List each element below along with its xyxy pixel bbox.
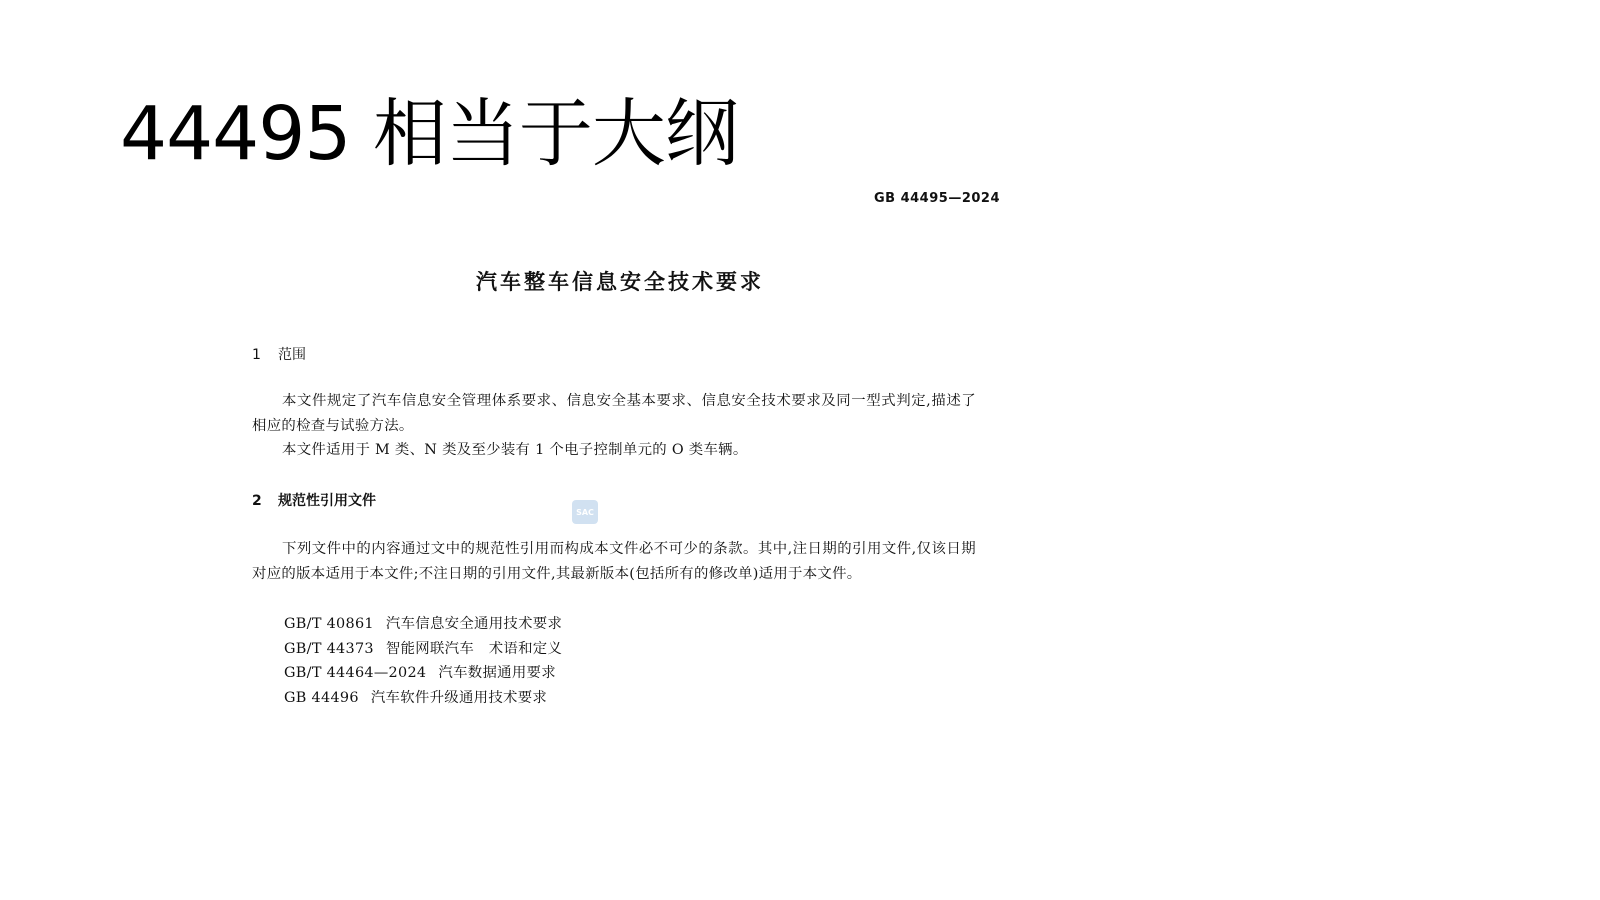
sac-watermark: SAC (572, 500, 598, 524)
reference-title: 智能网联汽车 术语和定义 (385, 640, 563, 657)
section-1-body (252, 389, 976, 463)
paragraph: 本文件规定了汽车信息安全管理体系要求、信息安全基本要求、信息安全技术要求及同一型式判定,描述了相应的检查与试验方法。 (252, 393, 976, 434)
reference-code: GB/T 40861 (284, 616, 374, 632)
section-title: 范围 (278, 347, 306, 363)
document-title: 汽车整车信息安全技术要求 (476, 270, 764, 294)
section-2-body (252, 537, 976, 586)
section-title: 规范性引用文件 (278, 493, 376, 509)
reference-code: GB/T 44464—2024 (284, 665, 427, 681)
paragraph: 本文件适用于 M 类、N 类及至少装有 1 个电子控制单元的 O 类车辆。 (282, 442, 748, 458)
reference-item (284, 686, 562, 711)
reference-code: GB/T 44373 (284, 640, 374, 657)
reference-title: 汽车数据通用要求 (438, 665, 556, 681)
reference-title: 汽车软件升级通用技术要求 (370, 689, 548, 706)
reference-list (284, 612, 562, 710)
section-2-heading (252, 490, 376, 510)
section-number: 1 (252, 347, 261, 363)
reference-code: GB 44496 (284, 689, 359, 706)
slide-title: 44495 相当于大纲 (120, 91, 738, 177)
reference-item (284, 661, 562, 686)
reference-item (284, 637, 562, 662)
reference-item (284, 612, 562, 637)
standard-code: GB 44495—2024 (873, 191, 1000, 206)
section-number: 2 (252, 493, 262, 509)
section-1-heading (252, 344, 306, 364)
reference-title: 汽车信息安全通用技术要求 (385, 616, 563, 632)
standard-document-excerpt (240, 182, 1000, 742)
paragraph: 下列文件中的内容通过文中的规范性引用而构成本文件必不可少的条款。其中,注日期的引用文件,仅该日期对应的版本适用于本文件;不注日期的引用文件,其最新版本(包括所有的修改单)适用于本文件。 (252, 541, 976, 582)
